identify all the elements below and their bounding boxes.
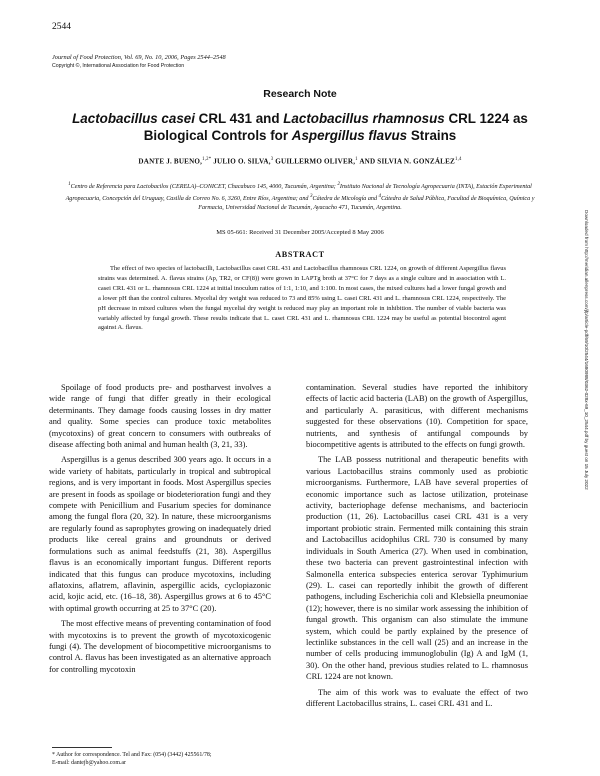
journal-citation: Journal of Food Protection, Vol. 69, No. 10, 2006, Pages 2544–2548	[52, 54, 226, 61]
title-part-5: Aspergillus flavus	[291, 128, 408, 143]
left-column	[49, 382, 271, 679]
section-label: Research Note	[263, 88, 337, 100]
correspondence-footnote	[52, 752, 272, 768]
copyright-line: Copyright ©, International Association for Food Protection	[52, 63, 185, 69]
affil-1: Centro de Referencia para Lactobacilos (CERELA)–CONICET, Chacabuco 145, 4000, Tucumán, Argentina;	[70, 184, 338, 191]
author-2: JULIO O. SILVA,	[211, 157, 271, 166]
title-part-2: CRL 431 and	[194, 111, 284, 126]
left-paragraph-1: Spoilage of food products pre- and postharvest involves a wide range of fungi that differ greatly in their ecological determinants. They damage foods causing losses in dry matter and quality. Some species can produce toxic metabolites (mycotoxins) of great concern to consumers with outbreaks of disease affecting both animal and human health (3, 21, 33).	[49, 383, 271, 450]
affil-marker-3: 3	[309, 192, 313, 199]
author-4-affil: 1,4	[454, 157, 462, 162]
download-note: Downloaded from http://meridian.allenpress.com/jfp/article-pdf/69/10/2544/1680988/0362-028x-69_10_2544.pdf by guest on 15 July 2022	[584, 210, 589, 490]
title-part-3: Lactobacillus rhamnosus	[283, 111, 445, 126]
author-1-affil: 1,2*	[202, 157, 212, 162]
footnote-line-1: * Author for correspondence. Tel and Fax: (054) (3442) 425561/78;	[52, 752, 212, 758]
author-3-affil: 1	[355, 157, 358, 162]
left-paragraph-2: Aspergillus is a genus described 300 years ago. It occurs in a wide variety of habitats, particularly in tropical and subtropical regions, and is very important in foods. Most Aspergillus species are present in foods as spoilage or biodeterioration fungi and they compete with Penicillium and Fusarium species for dominance among the fungal flora (20, 32). In nature, these microorganisms are regularly found as saprophytes growing on inadequately dried products like cereal grains and groundnuts or derived formulations such as animal feedstuffs (21, 38). Aspergillus flavus is an economically important fungus. Different reports indicated that this fungus can produce mycotoxins, including aflatoxins, aflatrem, aflavinin, aspergillic acids, cyclopiazonic acid, kojic acid, etc. (16–18, 38). Aspergillus grows at 6 to 45°C with optimal growth occurring at 25 to 37°C (20).	[49, 455, 271, 613]
affil-3: Cátedra de Micología and	[312, 195, 379, 202]
footnote-line-2: E-mail: dantejb@yahoo.com.ar	[52, 759, 126, 766]
abstract-heading: ABSTRACT	[275, 250, 325, 259]
title-part-1: Lactobacillus casei	[72, 111, 195, 126]
affil-2: Instituto Nacional de Tecnología Agropecuaria (INTA), Estación Experimental Agropecuaria, Concepción del Uruguay, Casilla de Correo No. 6, 3260, Entre Ríos, Argentina; and	[65, 184, 532, 202]
affil-4: Cátedra de Salud Pública, Facultad de Bioquímica, Química y Farmacia, Universidad Nacional de Tucumán, Ayacucho 471, Tucumán, Argentina.	[198, 195, 535, 211]
abstract-text: The effect of two species of lactobacilli, Lactobacillus casei CRL 431 and Lactobacillus rhamnosus CRL 1224, on growth of different Aspergillus flavus strains was determined. A. flavus strains (Ap, TR2, or CF(8)) were grown in LAPTg broth at 37°C for 7 days as a single culture and in association with L. casei CRL 431 or L. rhamnosus CRL 1224 at initial inoculum ratios of 1:1, 1:10, and 1:100. In most cases, the mixed cultures had a lower fungal growth and a lower pH than the control cultures. Mycelial dry weight was reduced to 73 and 85% using L. casei CRL 431 and L. rhamnosus CRL 1224, respectively. The pH decrease in mixed cultures when the fungal mycelial dry weight is reduced may play an important role in inhibition. The number of viable bacteria was variably affected by fungal growth. These results indicate that L. casei CRL 431 and L. rhamnosus CRL 1224 may be useful as potential biocontrol agent against A. flavus.	[98, 265, 506, 332]
left-paragraph-3: The most effective means of preventing contamination of food with mycotoxins is to prevent the growth of mycotoxicogenic fungi (4). The development of biocompetitive microorganisms to control A. flavus has been investigated as an alternative approach for controlling mycotoxin	[49, 619, 271, 674]
author-3: GUILLERMO OLIVER,	[273, 157, 356, 166]
footnote-divider	[52, 747, 112, 748]
author-4: AND SILVIA N. GONZÁLEZ	[357, 157, 455, 166]
right-column	[306, 382, 528, 713]
article-title	[60, 110, 540, 144]
title-part-6: Strains	[407, 128, 457, 143]
page-number: 2544	[52, 22, 71, 32]
affil-marker-4: 4	[378, 192, 382, 199]
right-paragraph-1: contamination. Several studies have reported the inhibitory effects of lactic acid bacteria (LAB) on the growth of Aspergillus, and particularly A. parasiticus, with different mechanisms suggested for these observations (10). Competition for space, nutrients, and synthesis of antifungal compounds by biocompetitive agents is attributed to the effects on fungi growth.	[306, 383, 528, 450]
author-2-affil: 3	[270, 157, 274, 162]
right-paragraph-2: The LAB possess nutritional and therapeutic benefits with various Lactobacillus strains commonly used as probiotic microorganisms. Furthermore, LAB have several properties of economic importance such as lactose utilization, proteinase activity, bacteriophage defense mechanisms, and bacteriocin production (11, 26). Lactobacillus casei CRL 431 is a very important probiotic strain. Fermented milk containing this strain and Lactobacillus acidophilus CRL 730 is consumed by many individuals in South America (27). When used in combination, these two bacteria can prevent gastrointestinal infection with Salmonella enterica subspecies enterica serovar Typhimurium (29). L. casei can reportedly inhibit the growth of different pathogens, including Escherichia coli and Klebsiella pneumoniae (12); however, there is no similar work assessing the inhibition of fungal growth. This organism can also stimulate the immune system, which could be partly explained by the presence of lectinlike substances in the cell wall (25) and an increase in the number of cells producing immunoglobulin (Ig) A and IgM (1, 30). On the other hand, previous studies related to L. rhamnosus CRL 1224 are not known.	[306, 455, 528, 682]
affil-marker-2: 2	[337, 181, 340, 187]
title-part-4: CRL 1224 as Biological Controls for	[143, 111, 528, 143]
author-list	[40, 157, 560, 165]
received-date: MS 05-661: Received 31 December 2005/Accepted 8 May 2006	[216, 229, 384, 236]
right-paragraph-3: The aim of this work was to evaluate the effect of two different Lactobacillus strains, L. casei CRL 431 and L.	[306, 687, 528, 708]
download-watermark	[580, 210, 592, 730]
affiliations	[58, 180, 542, 212]
author-1: DANTE J. BUENO,	[138, 157, 203, 166]
affil-marker-1: 1	[68, 181, 71, 187]
